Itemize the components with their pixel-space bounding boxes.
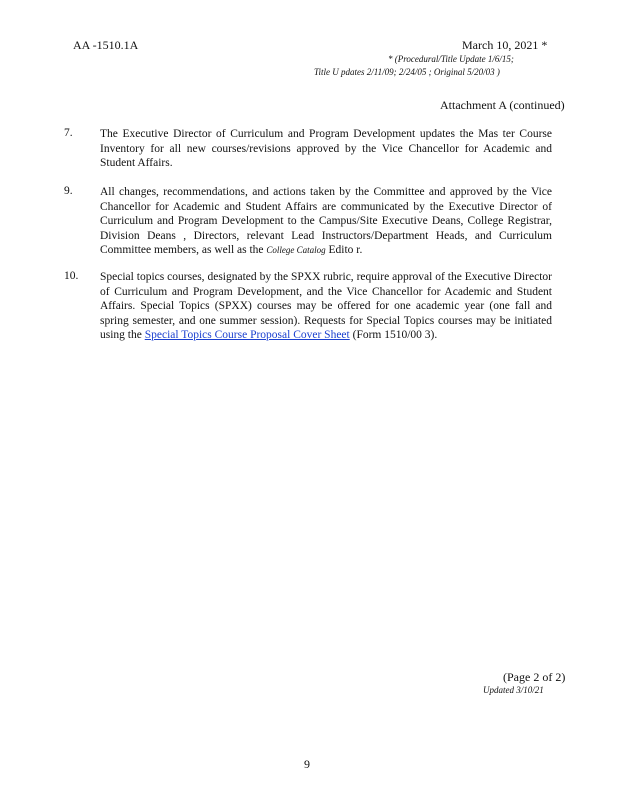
item-10-body: Special topics courses, designated by the SPXX rubric, require approval of the Executive Director of Curriculum and Program Development, and the Vice Chancellor for Academic and Student Affairs. Special Topics (SPXX) courses may be offered for one academic year (one fall and spring semester, and one summer session). Requests for Special Topics courses may be initiated using the xyxy=(100,271,552,341)
item-9-body: All changes, recommendations, and actions taken by the Committee and approved by the Vice Chancellor for Academic and Student Affairs are communicated by the Executive Director of Curriculum and Program Development to the Campus/Site Executive Deans, College Registrar, Division Deans , Directors, relevant Lead Instructors/Department Heads, and Curriculum Committee members, as well as the xyxy=(100,186,552,256)
special-topics-proposal-link[interactable]: Special Topics Course Proposal Cover Sheet xyxy=(144,329,350,341)
college-catalog-title: College Catalog xyxy=(266,245,326,255)
item-text-10 xyxy=(100,270,552,343)
item-number-9: 9. xyxy=(64,185,73,197)
procedural-update-note: * (Procedural/Title Update 1/6/15; xyxy=(388,54,514,64)
item-text-7: The Executive Director of Curriculum and Program Development updates the Mas ter Course Inventory for all new courses/revisions approved by the Vice Chancellor for Academic and Student Affairs. xyxy=(100,128,552,169)
item-number-10: 10. xyxy=(64,270,79,282)
title-updates-note: Title U pdates 2/11/09; 2/24/05 ; Original 5/20/03 ) xyxy=(314,67,500,77)
document-id: AA -1510.1A xyxy=(73,38,139,52)
footer-updated-date: Updated 3/10/21 xyxy=(483,685,544,695)
page-number: 9 xyxy=(304,757,310,771)
document-date: March 10, 2021 * xyxy=(462,38,548,52)
item-number-7: 7. xyxy=(64,127,73,139)
item-text-9 xyxy=(100,185,552,258)
item-10-form-ref: (Form 1510/00 3). xyxy=(352,329,438,341)
page-count: (Page 2 of 2) xyxy=(503,670,566,684)
item-9-end: Edito r. xyxy=(328,244,363,256)
attachment-label: Attachment A (continued) xyxy=(440,98,565,112)
